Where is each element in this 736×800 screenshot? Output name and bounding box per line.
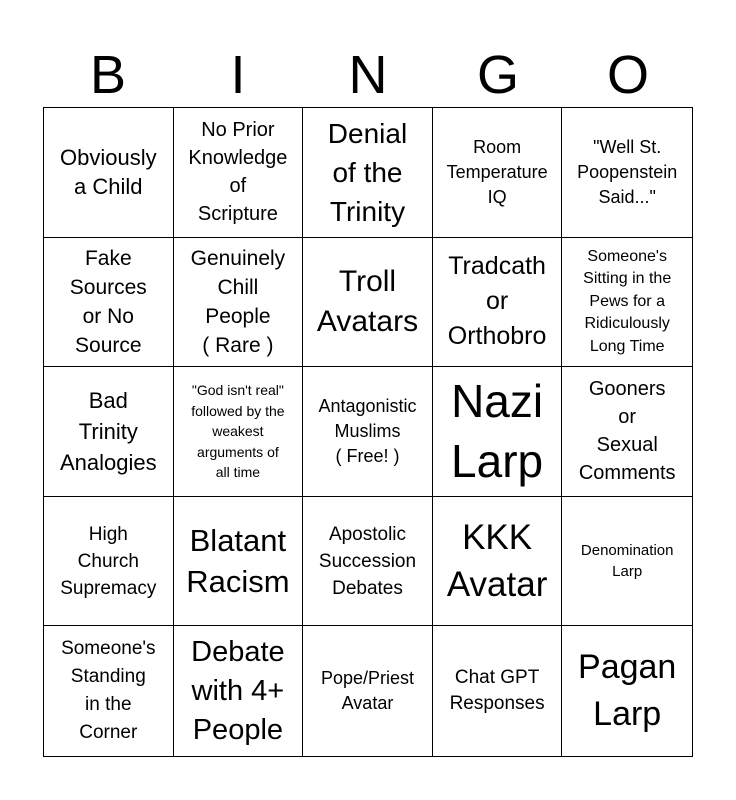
bingo-cell[interactable]: Chat GPT Responses <box>433 626 563 756</box>
bingo-cell[interactable]: "Well St. Poopenstein Said..." <box>562 108 692 238</box>
bingo-cell[interactable]: Blatant Racism <box>174 497 304 627</box>
bingo-cell[interactable]: Apostolic Succession Debates <box>303 497 433 627</box>
bingo-cell[interactable]: Antagonistic Muslims ( Free! ) <box>303 367 433 497</box>
header-letter-g: G <box>476 45 519 105</box>
bingo-header <box>43 42 693 108</box>
header-letter-i: I <box>230 45 246 105</box>
bingo-cell[interactable]: High Church Supremacy <box>44 497 174 627</box>
bingo-cell[interactable]: Nazi Larp <box>433 367 563 497</box>
bingo-cell[interactable]: Tradcath or Orthobro <box>433 238 563 368</box>
bingo-cell[interactable]: Pope/Priest Avatar <box>303 626 433 756</box>
bingo-cell[interactable]: Someone's Standing in the Corner <box>44 626 174 756</box>
bingo-cell[interactable]: No Prior Knowledge of Scripture <box>174 108 304 238</box>
bingo-cell[interactable]: Gooners or Sexual Comments <box>562 367 692 497</box>
bingo-cell[interactable]: Troll Avatars <box>303 238 433 368</box>
bingo-cell[interactable]: Bad Trinity Analogies <box>44 367 174 497</box>
bingo-cell[interactable]: Room Temperature IQ <box>433 108 563 238</box>
bingo-cell[interactable]: Denial of the Trinity <box>303 108 433 238</box>
bingo-cell[interactable]: Denomination Larp <box>562 497 692 627</box>
bingo-cell[interactable]: Someone's Sitting in the Pews for a Ridiculously Long Time <box>562 238 692 368</box>
bingo-cell[interactable]: KKK Avatar <box>433 497 563 627</box>
bingo-cell[interactable]: Fake Sources or No Source <box>44 238 174 368</box>
bingo-cell[interactable]: Genuinely Chill People ( Rare ) <box>174 238 304 368</box>
bingo-cell[interactable]: Obviously a Child <box>44 108 174 238</box>
header-letter-b: B <box>89 45 127 105</box>
bingo-cell[interactable]: Debate with 4+ People <box>174 626 304 756</box>
header-letter-n: N <box>348 45 388 105</box>
header-letter-o: O <box>606 45 649 105</box>
bingo-cell[interactable]: Pagan Larp <box>578 648 677 734</box>
bingo-grid <box>43 107 693 757</box>
bingo-cell[interactable]: "God isn't real" followed by the weakest arguments of all time <box>174 367 304 497</box>
